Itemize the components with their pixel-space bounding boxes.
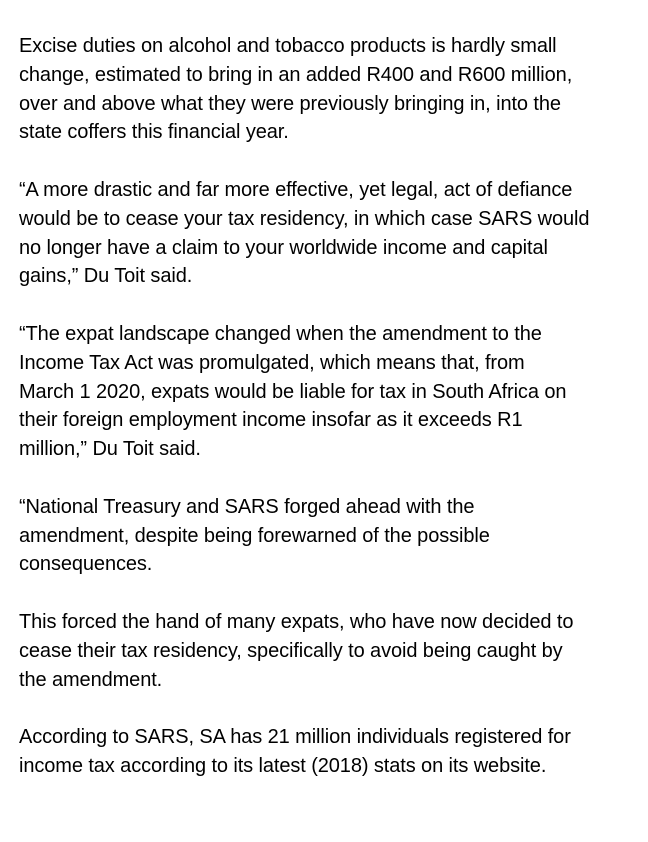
text-line: no longer have a claim to your worldwide income and capital: [19, 236, 548, 259]
text-line: “A more drastic and far more effective, yet legal, act of defiance: [19, 178, 573, 201]
text-line: income tax according to its latest (2018) stats on its website.: [19, 754, 547, 777]
text-line: Income Tax Act was promulgated, which means that, from: [19, 351, 525, 374]
paragraph-5: [19, 608, 637, 694]
text-line: cease their tax residency, specifically to avoid being caught by: [19, 639, 563, 662]
text-line: “National Treasury and SARS forged ahead with the: [19, 495, 475, 518]
paragraph-3: [19, 320, 637, 464]
text-line: “The expat landscape changed when the amendment to the: [19, 322, 542, 345]
text-line: Excise duties on alcohol and tobacco products is hardly small: [19, 35, 557, 57]
text-line: million,” Du Toit said.: [19, 438, 201, 461]
paragraph-1: [19, 32, 637, 147]
paragraph-4: [19, 493, 637, 579]
text-line: amendment, despite being forewarned of the possible: [19, 524, 490, 547]
text-line: This forced the hand of many expats, who have now decided to: [19, 610, 574, 633]
text-line: the amendment.: [19, 668, 163, 691]
text-line: According to SARS, SA has 21 million individuals registered for: [19, 726, 571, 749]
text-line: state coffers this financial year.: [19, 121, 289, 144]
text-line: over and above what they were previously bringing in, into the: [19, 92, 561, 115]
text-line: gains,” Du Toit said.: [19, 265, 193, 288]
text-line: would be to cease your tax residency, in which case SARS would: [19, 207, 590, 230]
paragraph-6: [19, 723, 637, 781]
paragraph-2: [19, 176, 637, 291]
text-line: their foreign employment income insofar as it exceeds R1: [19, 409, 523, 432]
document-body: [19, 32, 637, 810]
text-line: change, estimated to bring in an added R400 and R600 million,: [19, 63, 573, 86]
text-line: consequences.: [19, 553, 153, 576]
text-line: March 1 2020, expats would be liable for tax in South Africa on: [19, 380, 567, 403]
